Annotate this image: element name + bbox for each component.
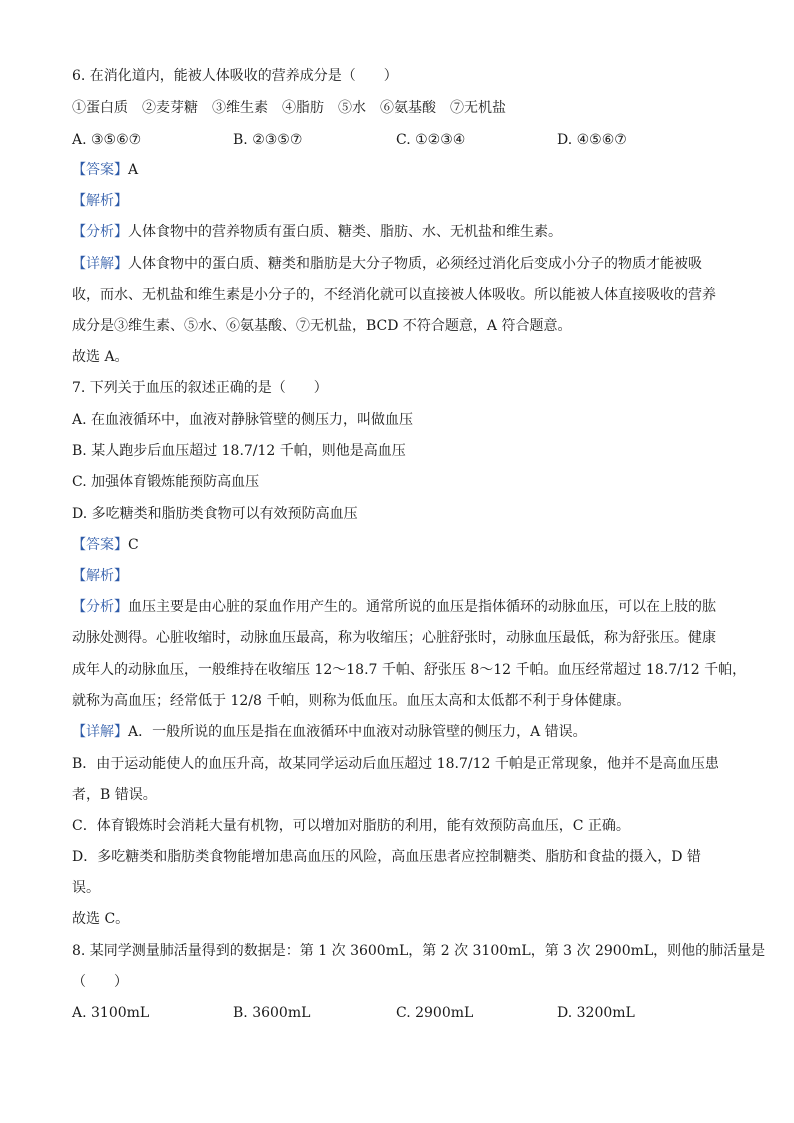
q6-option-d: D. ④⑤⑥⑦ bbox=[557, 132, 627, 148]
q6-conclusion: 故选 A。 bbox=[72, 349, 129, 365]
q7-xiangjie-a bbox=[72, 722, 587, 742]
q6-xiangjie-2: 收，而水、无机盐和维生素是小分子的，不经消化就可以直接被人体吸收。所以能被人体直接吸收的营养 bbox=[72, 287, 716, 303]
q7-xiangjie-c: C．体育锻炼时会消耗大量有机物，可以增加对脂肪的利用，能有效预防高血压，C 正确。 bbox=[72, 818, 630, 834]
q7-conclusion: 故选 C。 bbox=[72, 911, 130, 927]
xiangjie-text: 人体食物中的蛋白质、糖类和脂肪是大分子物质，必须经过消化后变成小分子的物质才能被吸 bbox=[128, 256, 702, 272]
q7-analysis-tag: 【解析】 bbox=[72, 568, 128, 584]
q7-fenxi-1 bbox=[72, 597, 716, 617]
q7-option-c: C. 加强体育锻炼能预防高血压 bbox=[72, 474, 260, 490]
fenxi-tag: 【分析】 bbox=[72, 599, 128, 615]
q6-xiangjie-3: 成分是③维生素、⑤水、⑥氨基酸、⑦无机盐，BCD 不符合题意，A 符合题意。 bbox=[72, 318, 572, 334]
q8-stem-2: （ ） bbox=[72, 974, 128, 990]
q8-option-a: A. 3100mL bbox=[72, 1005, 150, 1021]
q8-stem-1: 8. 某同学测量肺活量得到的数据是：第 1 次 3600mL，第 2 次 3100mL，第 3 次 2900mL，则他的肺活量是 bbox=[72, 943, 766, 959]
q7-xiangjie-b-1: B．由于运动能使人的血压升高，故某同学运动后血压超过 18.7/12 千帕是正常现象，他并不是高血压患 bbox=[72, 756, 719, 772]
answer-value: C bbox=[128, 537, 139, 553]
q8-option-c: C. 2900mL bbox=[396, 1005, 474, 1021]
answer-value: A bbox=[128, 162, 139, 178]
q6-fenxi bbox=[72, 222, 562, 242]
q6-option-a: A. ③⑤⑥⑦ bbox=[72, 132, 142, 148]
fenxi-text: 人体食物中的营养物质有蛋白质、糖类、脂肪、水、无机盐和维生素。 bbox=[128, 224, 562, 240]
q7-option-a: A. 在血液循环中，血液对静脉管壁的侧压力，叫做血压 bbox=[72, 412, 414, 428]
q8-option-d: D. 3200mL bbox=[557, 1005, 635, 1021]
answer-tag: 【答案】 bbox=[72, 162, 128, 178]
q6-answer bbox=[72, 160, 138, 180]
q6-option-c: C. ①②③④ bbox=[396, 132, 466, 148]
answer-tag: 【答案】 bbox=[72, 537, 128, 553]
q7-xiangjie-b-2: 者，B 错误。 bbox=[72, 787, 157, 803]
xiangjie-tag: 【详解】 bbox=[72, 724, 128, 740]
q6-stem: 6. 在消化道内，能被人体吸收的营养成分是（ ） bbox=[72, 68, 398, 84]
q6-analysis-tag: 【解析】 bbox=[72, 193, 128, 209]
q7-xiangjie-d-1: D．多吃糖类和脂肪类食物能增加患高血压的风险，高血压患者应控制糖类、脂肪和食盐的摄入，D 错 bbox=[72, 849, 701, 865]
q6-list: ①蛋白质 ②麦芽糖 ③维生素 ④脂肪 ⑤水 ⑥氨基酸 ⑦无机盐 bbox=[72, 100, 506, 116]
q6-xiangjie-1 bbox=[72, 254, 702, 274]
q6-option-b: B. ②③⑤⑦ bbox=[233, 132, 303, 148]
q7-fenxi-4: 就称为高血压；经常低于 12/8 千帕，则称为低血压。血压太高和太低都不利于身体健康。 bbox=[72, 693, 631, 709]
fenxi-tag: 【分析】 bbox=[72, 224, 128, 240]
q8-option-b: B. 3600mL bbox=[233, 1005, 311, 1021]
q7-xiangjie-d-2: 误。 bbox=[72, 880, 100, 896]
fenxi-text: 血压主要是由心脏的泵血作用产生的。通常所说的血压是指体循环的动脉血压，可以在上肢的肱 bbox=[128, 599, 716, 615]
q7-fenxi-3: 成年人的动脉血压，一般维持在收缩压 12～18.7 千帕、舒张压 8～12 千帕。血压经常超过 18.7/12 千帕， bbox=[72, 662, 747, 678]
q7-answer bbox=[72, 535, 139, 555]
q7-stem: 7. 下列关于血压的叙述正确的是（ ） bbox=[72, 380, 328, 396]
q7-fenxi-2: 动脉处测得。心脏收缩时，动脉血压最高，称为收缩压；心脏舒张时，动脉血压最低，称为舒张压。健康 bbox=[72, 630, 716, 646]
q7-option-b: B. 某人跑步后血压超过 18.7/12 千帕，则他是高血压 bbox=[72, 443, 406, 459]
xiangjie-tag: 【详解】 bbox=[72, 256, 128, 272]
q7-option-d: D. 多吃糖类和脂肪类食物可以有效预防高血压 bbox=[72, 506, 358, 522]
xiangjie-text: A．一般所说的血压是指在血液循环中血液对动脉管壁的侧压力，A 错误。 bbox=[128, 724, 587, 740]
